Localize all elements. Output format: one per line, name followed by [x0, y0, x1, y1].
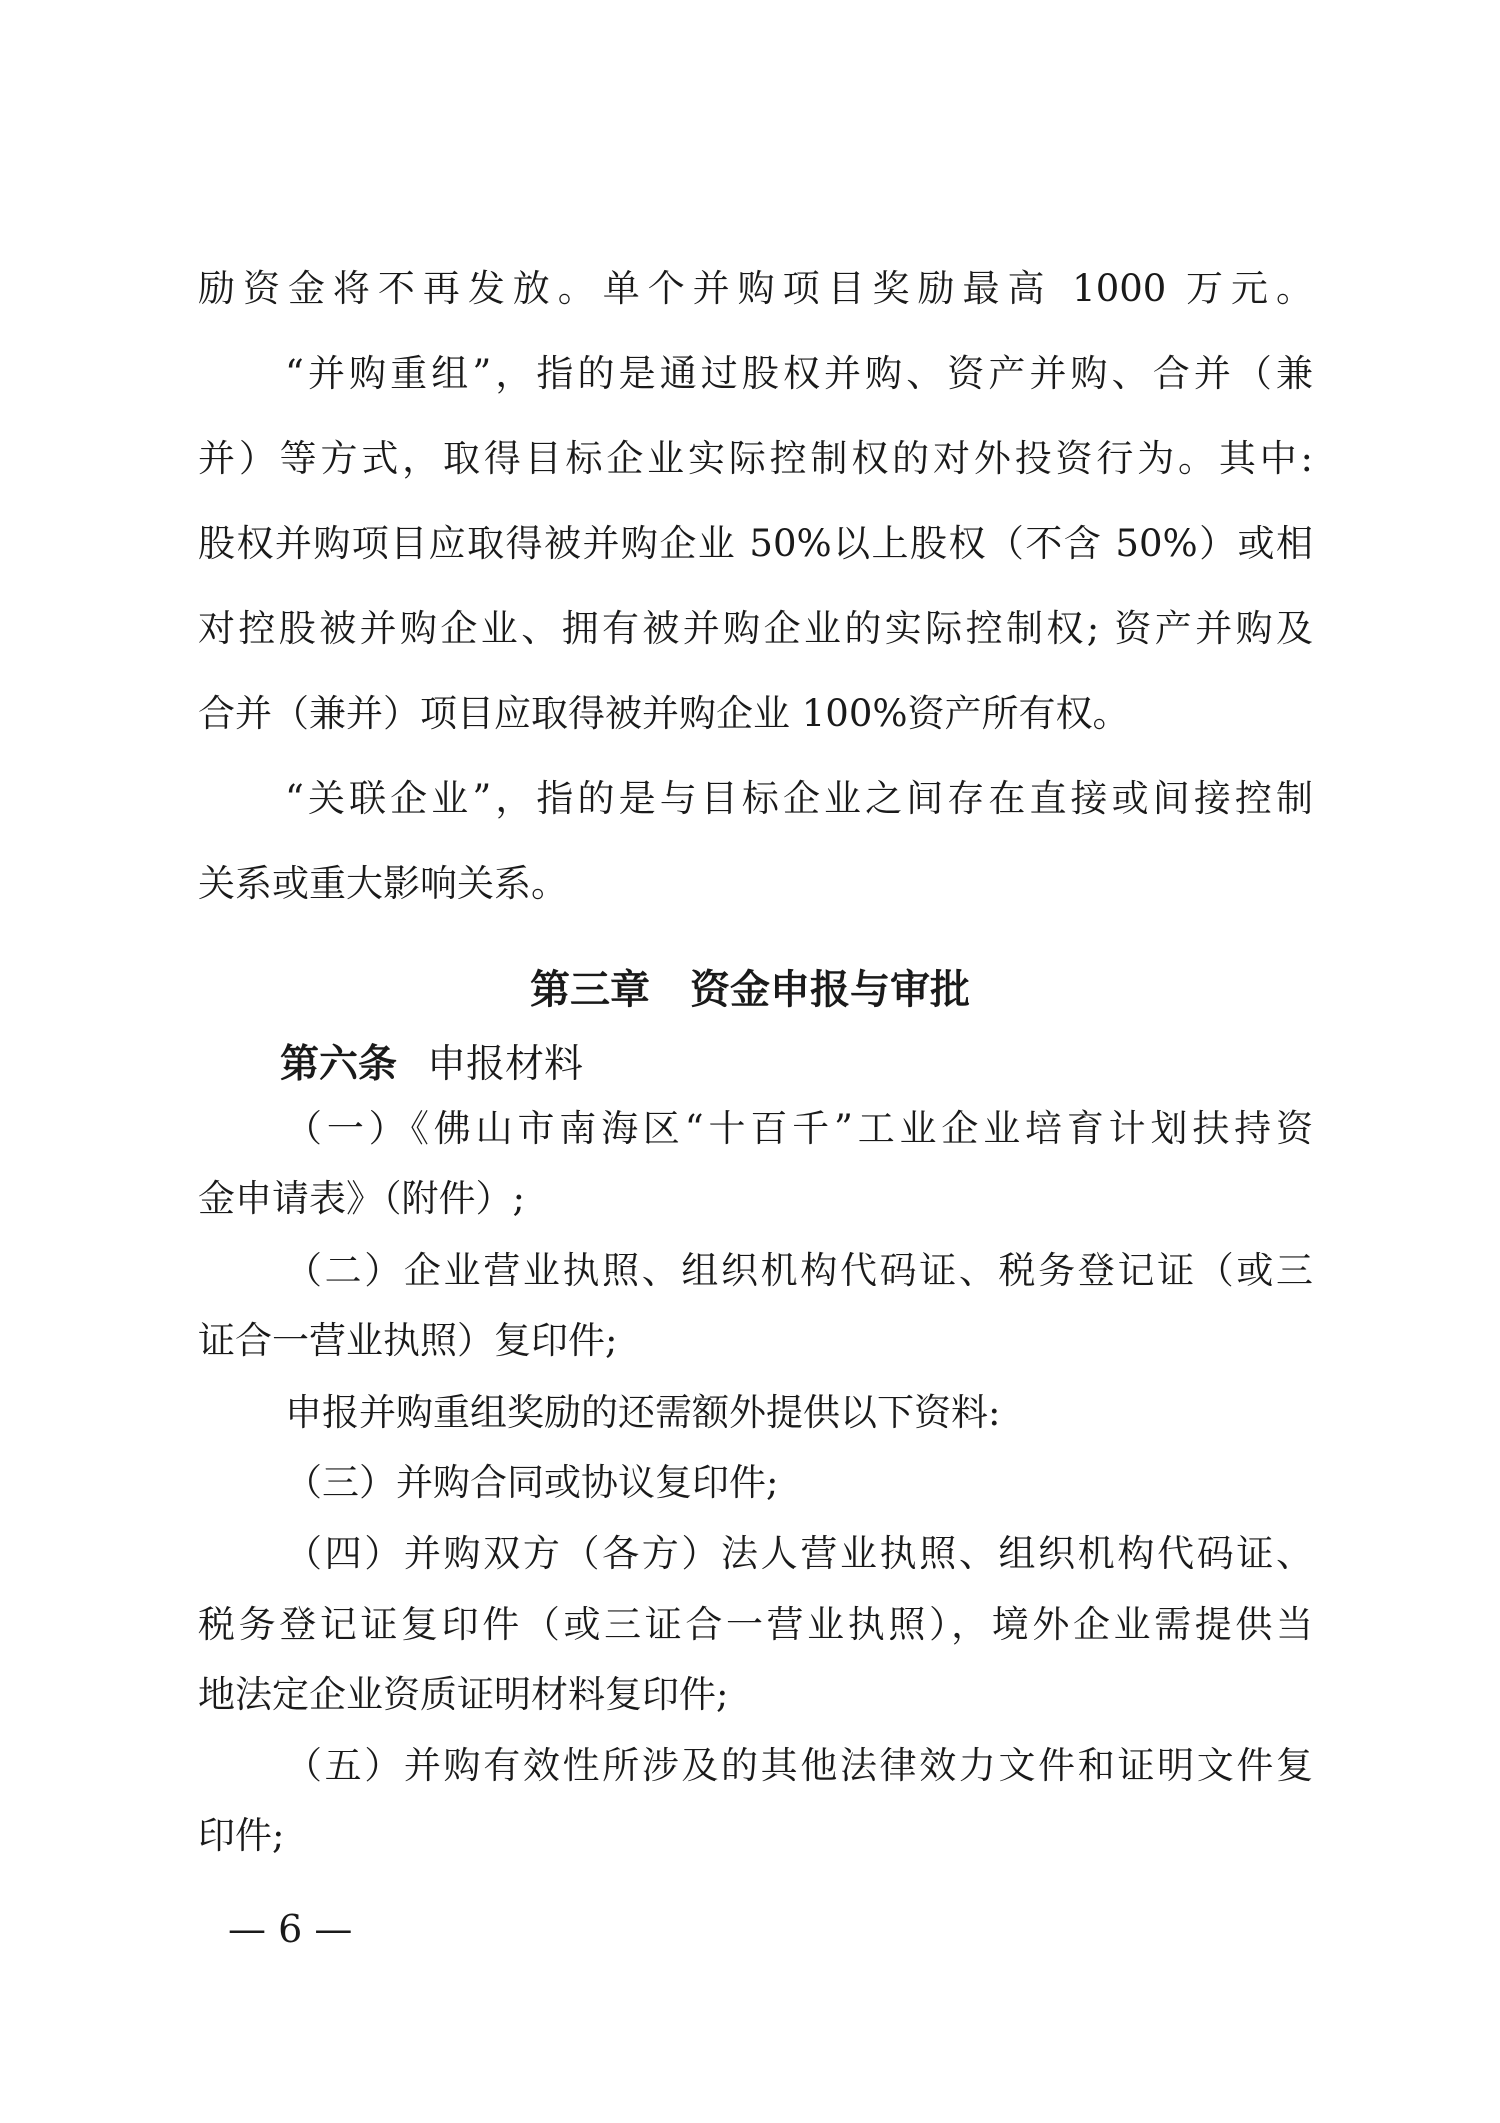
paragraph-line: 股权并购项目应取得被并购企业 50%以上股权（不含 50%）或相	[198, 522, 1313, 565]
list-item-line: 税务登记证复印件（或三证合一营业执照），境外企业需提供当	[198, 1603, 1313, 1646]
article-heading	[280, 1040, 583, 1089]
chapter-heading	[0, 965, 1500, 1015]
list-item-line: 地法定企业资质证明材料复印件;	[198, 1673, 729, 1716]
list-item-line: 证合一营业执照）复印件;	[198, 1319, 618, 1362]
article-subject: 申报材料	[427, 1042, 584, 1087]
list-item-line: （一）《佛山市南海区“十百千”工业企业培育计划扶持资	[285, 1107, 1313, 1150]
paragraph-line: 并）等方式，取得目标企业实际控制权的对外投资行为。其中:	[198, 437, 1313, 480]
list-item-line: （四）并购双方（各方）法人营业执照、组织机构代码证、	[285, 1532, 1313, 1575]
list-item-line: 金申请表》（附件）;	[198, 1177, 525, 1220]
paragraph-line: 合并（兼并）项目应取得被并购企业 100%资产所有权。	[198, 692, 1130, 735]
page-number: — 6 —	[228, 1907, 353, 1951]
chapter-number: 第三章	[530, 966, 650, 1013]
chapter-title: 资金申报与审批	[690, 966, 970, 1013]
paragraph-line: 对控股被并购企业、拥有被并购企业的实际控制权; 资产并购及	[198, 607, 1313, 650]
list-item-line: （三）并购合同或协议复印件;	[285, 1461, 779, 1504]
list-item-line: （五）并购有效性所涉及的其他法律效力文件和证明文件复	[285, 1744, 1313, 1787]
paragraph-line: “关联企业”，指的是与目标企业之间存在直接或间接控制	[285, 777, 1313, 820]
paragraph-line: 励资金将不再发放。单个并购项目奖励最高 1000 万元。	[198, 267, 1313, 310]
list-item-line: 申报并购重组奖励的还需额外提供以下资料:	[285, 1391, 1001, 1434]
article-title: 第六条	[280, 1041, 398, 1087]
list-item-line: 印件;	[198, 1814, 285, 1857]
paragraph-line: 关系或重大影响关系。	[198, 862, 568, 905]
paragraph-line: “并购重组”，指的是通过股权并购、资产并购、合并（兼	[285, 352, 1313, 395]
list-item-line: （二）企业营业执照、组织机构代码证、税务登记证（或三	[285, 1249, 1313, 1292]
